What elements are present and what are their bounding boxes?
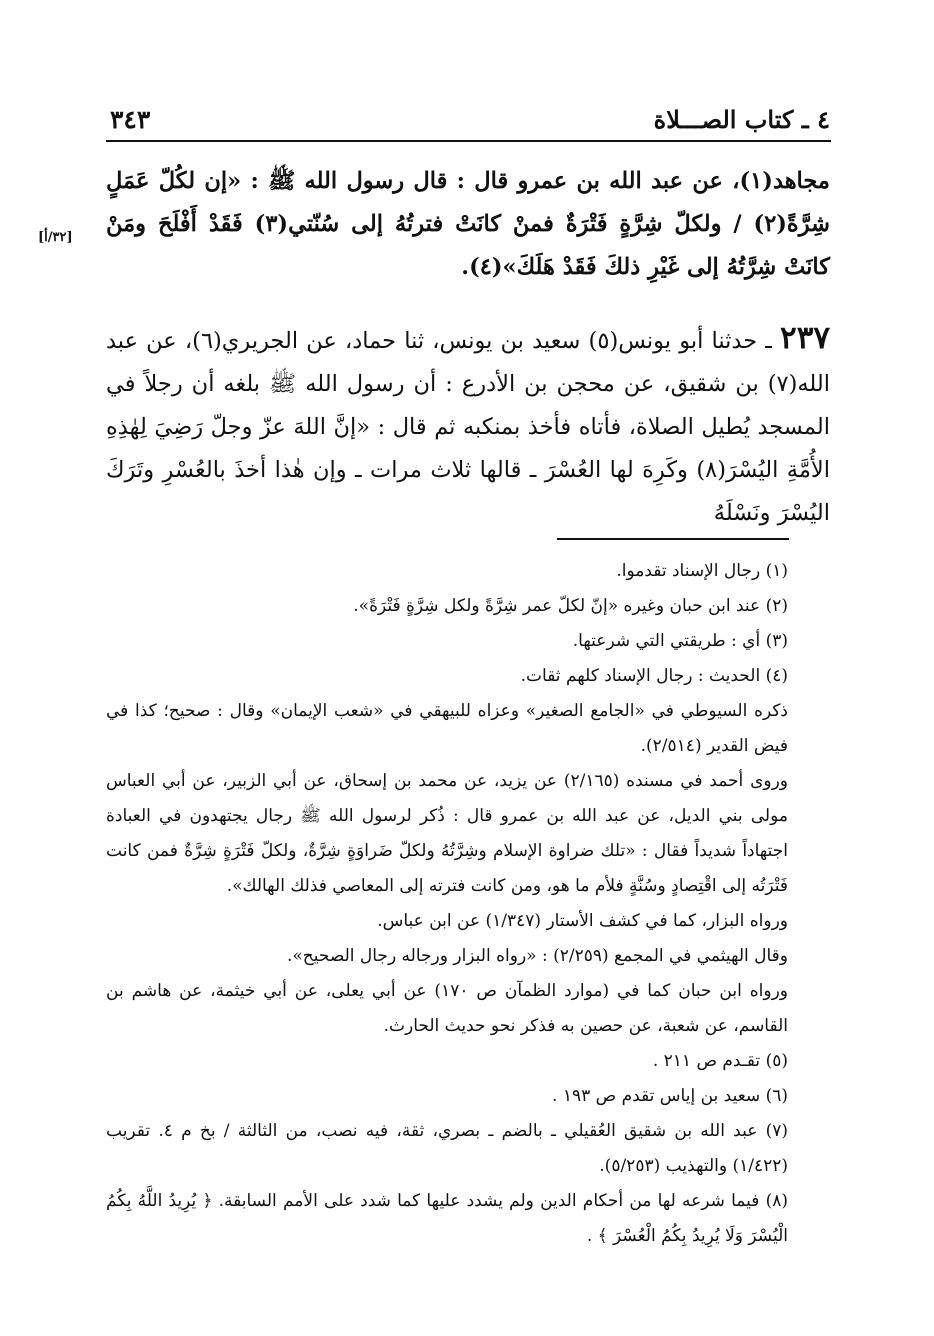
footnote-5: (٥) تقـدم ص ٢١١ .	[652, 1051, 788, 1071]
footnote-separator	[557, 538, 789, 540]
footnote-4-para-5: ورواه ابن حبان كما في (موارد الظمآن ص ١٧٠) عن أبي يعلى، عن أبي خيثمة، عن هاشم بن القاسم، عن شعبة، عن حصين به فذكر نحو حديث الحارث.	[106, 981, 788, 1036]
footnote-4: (٤) الحديث : رجال الإسناد كلهم ثقات.	[520, 666, 788, 686]
page-number: ٣٤٣	[110, 105, 151, 134]
main-text	[106, 160, 830, 535]
running-title: ٤ ـ كتاب الصـــلاة	[653, 105, 830, 134]
footnote-3: (٣) أي : طريقتي التي شرعتها.	[572, 631, 788, 651]
hadith-number: ٢٣٧	[780, 320, 830, 356]
footnote-2: (٢) عند ابن حبان وغيره «إنّ لكلّ عمر شِرَّةً ولكل شِرَّةٍ فَتْرَةً».	[353, 596, 788, 616]
hadith-237-text: ـ حدثنا أبو يونس(٥) سعيد بن يونس، ثنا حماد، عن الجريري(٦)، عن عبد الله(٧) بن شقيق، عن محجن بن الأدرع : أن رسول الله ﷺ بلغه أن رجلاً في المسجد يُطيل الصلاة، فأتاه فأخذ بمنكبه ثم قال : «إنَّ اللهَ عزّ وجلّ رَضِيَ لِهٰذِهِ الأُمَّةِ اليُسْرَ(٨) وكَرِهَ لها العُسْرَ ـ قالها ثلاث مرات ـ وإن هٰذا أخذَ بالعُسْرِ وتَرَكَ اليُسْرَ ونَسْلَهُ	[106, 328, 830, 526]
footnote-1: (١) رجال الإسناد تقدموا.	[616, 561, 788, 581]
page-header	[110, 98, 830, 134]
header-rule	[106, 140, 831, 142]
hadith-237	[106, 317, 830, 535]
margin-folio-note: [٣٢/أ]	[38, 230, 73, 245]
footnote-6: (٦) سعيد بن إياس تقدم ص ١٩٣ .	[552, 1086, 788, 1106]
footnote-4-para-4: وقال الهيثمي في المجمع (٢/٢٥٩) : «رواه البزار ورجاله رجال الصحيح».	[286, 946, 788, 966]
footnote-7: (٧) عبد الله بن شقيق العُقيلي ـ بالضم ـ بصري، ثقة، فيه نصب، من الثالثة / بخ م ٤. تقريب (١/٤٢٢) والتهذيب (٥/٢٥٣).	[106, 1121, 788, 1176]
footnote-4-para-1: ذكره السيوطي في «الجامع الصغير» وعزاه للبيهقي في «شعب الإيمان» وقال : صحيح؛ كذا في فيض القدير (٢/٥١٤).	[106, 701, 788, 756]
hadith-236-ending: مجاهد(١)، عن عبد الله بن عمرو قال : قال رسول الله ﷺ : «إن لكُلّ عَمَلٍ شِرَّةً(٢) / ولكلّ شِرَّةٍ فَتْرَةٌ فمنْ كانَتْ فترتُهُ إلى سُنّتي(٣) فَقَدْ أَفْلَحَ ومَنْ كانَتْ شِرَّتُهُ إلى غَيْرِ ذلكَ فَقَدْ هَلَكَ»(٤).	[106, 168, 830, 280]
footnote-4-para-2: وروى أحمد في مسنده (٢/١٦٥) عن يزيد، عن محمد بن إسحاق، عن أبي الزبير، عن أبي العباس مولى بني الديل، عن عبد الله بن عمرو قال : ذُكر لرسول الله ﷺ رجال يجتهدون في العبادة اجتهاداً شديداً فقال : «تلك ضراوة الإسلام وشِرَّتُهُ ولكلّ ضَراوَةٍ شِرَّةٌ، ولكلّ فَتْرَةٍ شِرَّةٌ فمن كانت فَتْرَتُه إلى اقْتِصادٍ وسُنَّةٍ فلأم ما هو، ومن كانت فترته إلى المعاصي فذلك الهالك».	[106, 771, 789, 896]
footnotes	[106, 554, 830, 1254]
footnote-8: (٨) فيما شرعه لها من أحكام الدين ولم يشدد عليها كما شدد على الأمم السابقة. ﴿ يُرِيدُ اللَّهُ بِكُمُ الْيُسْرَ وَلَا يُرِيدُ بِكُمُ الْعُسْرَ ﴾ .	[106, 1191, 788, 1246]
footnote-4-para-3: ورواه البزار، كما في كشف الأستار (١/٣٤٧) عن ابن عباس.	[377, 911, 788, 931]
